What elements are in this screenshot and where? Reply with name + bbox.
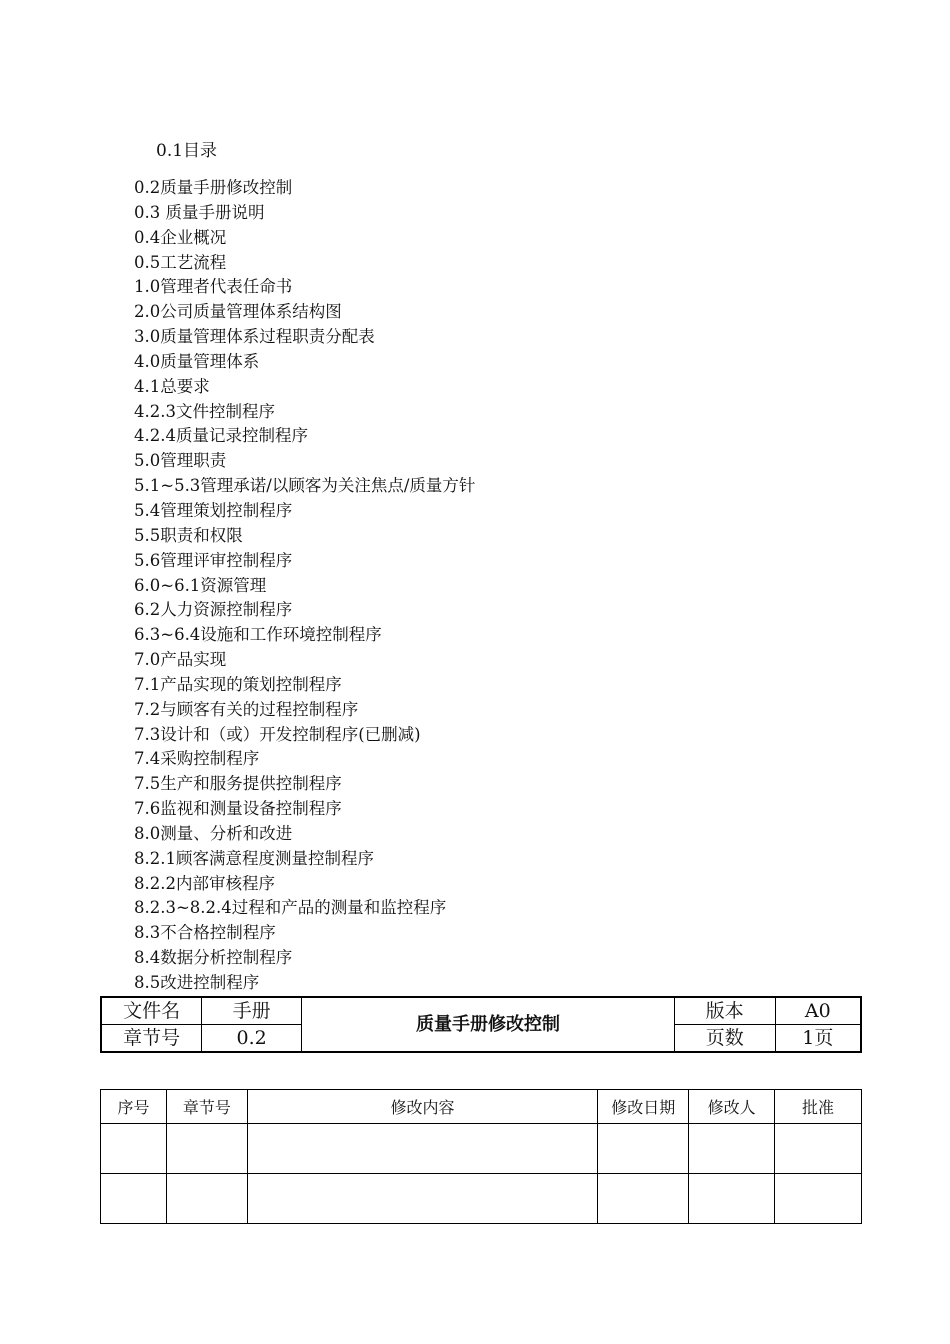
toc-item: 4.2.4质量记录控制程序 xyxy=(134,426,308,446)
toc-item: 8.2.1顾客满意程度测量控制程序 xyxy=(134,848,374,868)
table-cell xyxy=(101,1174,167,1224)
toc-item: 2.0公司质量管理体系结构图 xyxy=(134,302,342,322)
table-cell xyxy=(598,1124,689,1174)
toc-item: 7.3设计和（或）开发控制程序(已删减) xyxy=(134,724,421,744)
toc-item: 5.4管理策划控制程序 xyxy=(134,500,293,520)
section-number-label: 章节号 xyxy=(101,1025,202,1053)
toc-item: 8.0测量、分析和改进 xyxy=(134,823,293,843)
toc-item: 0.3 质量手册说明 xyxy=(134,202,265,222)
table-cell xyxy=(775,1174,862,1224)
toc-item: 7.2与顾客有关的过程控制程序 xyxy=(134,699,359,719)
file-name-label: 文件名 xyxy=(101,997,202,1025)
toc-item: 8.5改进控制程序 xyxy=(134,973,260,992)
column-header-serial: 序号 xyxy=(101,1090,167,1124)
toc-item: 8.4数据分析控制程序 xyxy=(134,948,293,968)
toc-item: 4.0质量管理体系 xyxy=(134,351,260,371)
toc-item: 3.0质量管理体系过程职责分配表 xyxy=(134,327,375,347)
column-header-modifier: 修改人 xyxy=(689,1090,775,1124)
toc-item: 7.0产品实现 xyxy=(134,650,227,670)
toc-item: 8.3不合格控制程序 xyxy=(134,923,276,943)
column-header-section: 章节号 xyxy=(166,1090,247,1124)
column-header-content: 修改内容 xyxy=(247,1090,597,1124)
table-cell xyxy=(247,1174,597,1224)
revision-table xyxy=(100,1089,862,1224)
toc-item: 0.4企业概况 xyxy=(134,227,227,247)
toc-item: 8.2.2内部审核程序 xyxy=(134,873,275,893)
table-cell xyxy=(689,1124,775,1174)
toc-item: 4.1总要求 xyxy=(134,376,210,396)
table-header-row xyxy=(101,1090,862,1124)
toc-item: 8.2.3~8.2.4过程和产品的测量和监控程序 xyxy=(134,898,447,918)
toc-title: 0.1目录 xyxy=(156,141,218,161)
page-count-label: 页数 xyxy=(674,1025,775,1053)
toc-item: 5.0管理职责 xyxy=(134,451,227,471)
toc-item: 5.6管理评审控制程序 xyxy=(134,550,293,570)
toc-item: 7.1产品实现的策划控制程序 xyxy=(134,674,342,694)
table-cell xyxy=(166,1124,247,1174)
toc-item: 6.2人力资源控制程序 xyxy=(134,600,293,620)
document-title: 质量手册修改控制 xyxy=(302,997,675,1052)
table-cell xyxy=(166,1174,247,1224)
toc-item: 1.0管理者代表任命书 xyxy=(134,277,293,297)
document-header-table xyxy=(100,996,862,1053)
toc-item: 5.1~5.3管理承诺/以顾客为关注焦点/质量方针 xyxy=(134,476,476,496)
toc-item: 7.4采购控制程序 xyxy=(134,749,260,769)
table-cell xyxy=(598,1174,689,1224)
toc-item: 6.3~6.4设施和工作环境控制程序 xyxy=(134,625,382,645)
toc-item: 0.2质量手册修改控制 xyxy=(134,178,293,197)
toc-item: 4.2.3文件控制程序 xyxy=(134,401,275,421)
column-header-approval: 批准 xyxy=(775,1090,862,1124)
table-cell xyxy=(101,1124,167,1174)
toc-item: 7.5生产和服务提供控制程序 xyxy=(134,774,342,794)
page-count-value: 1页 xyxy=(775,1025,861,1053)
section-number-value: 0.2 xyxy=(202,1025,302,1053)
table-cell xyxy=(775,1124,862,1174)
table-row xyxy=(101,1174,862,1224)
toc-list xyxy=(134,176,475,996)
file-name-value: 手册 xyxy=(202,997,302,1025)
toc-item: 5.5职责和权限 xyxy=(134,525,243,545)
version-value: A0 xyxy=(775,997,861,1025)
table-cell xyxy=(689,1174,775,1224)
toc-item: 6.0~6.1资源管理 xyxy=(134,575,267,595)
toc-item: 7.6监视和测量设备控制程序 xyxy=(134,799,342,819)
table-cell xyxy=(247,1124,597,1174)
column-header-date: 修改日期 xyxy=(598,1090,689,1124)
version-label: 版本 xyxy=(674,997,775,1025)
table-row xyxy=(101,1124,862,1174)
toc-item: 0.5工艺流程 xyxy=(134,252,227,272)
